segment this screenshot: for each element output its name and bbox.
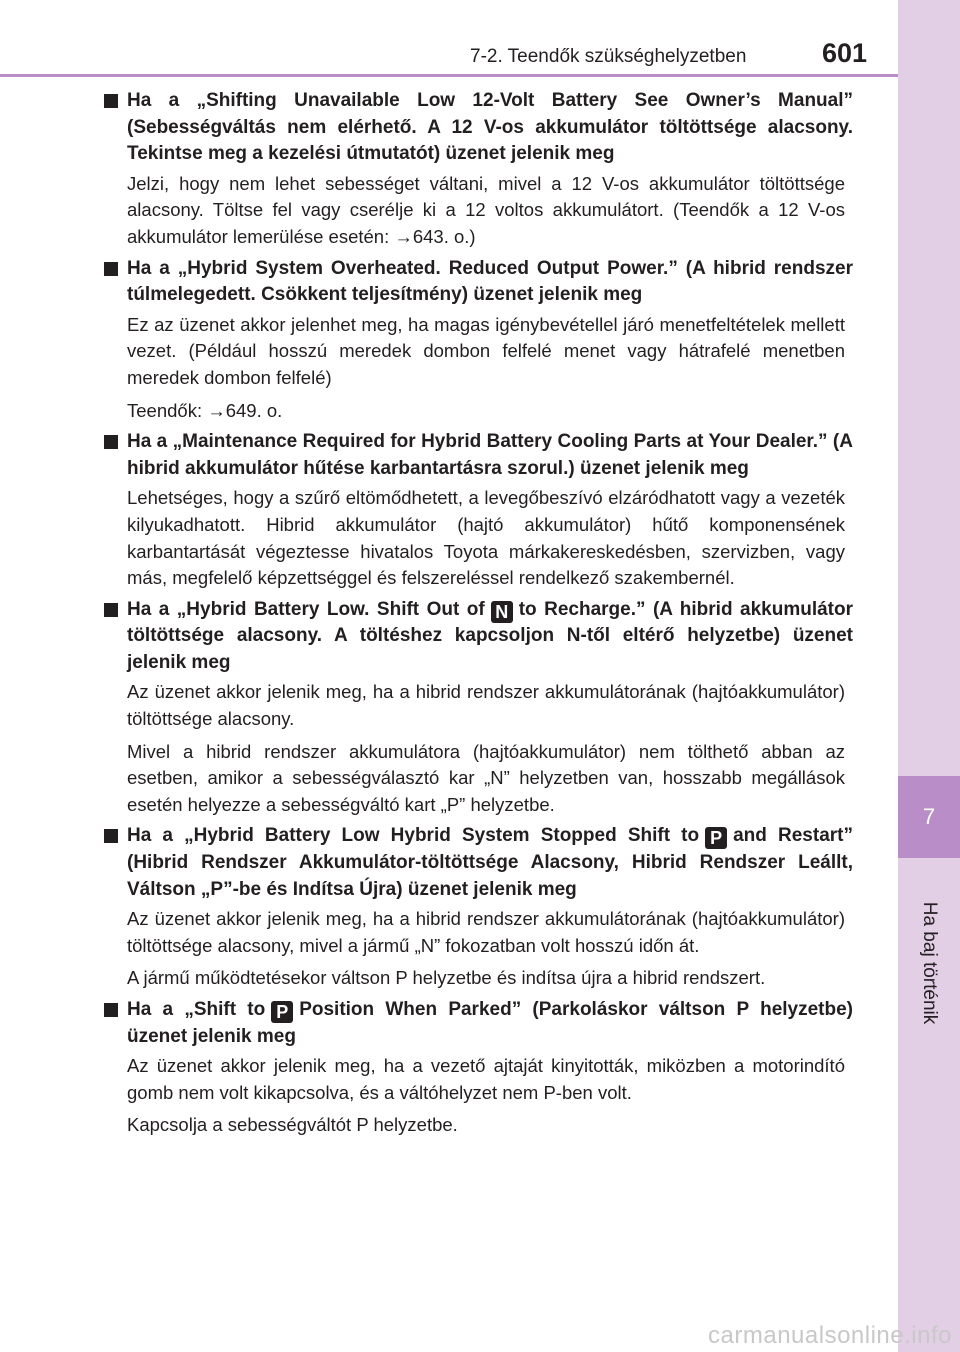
section-heading-text: Ha a „Shift to bbox=[127, 999, 266, 1020]
section-paragraph: Az üzenet akkor jelenik meg, ha a vezető ajtaját kinyitották, miközben a motorindító gomb nem volt kikapcsolva, és a váltóhelyzet nem P-ben volt. bbox=[127, 1055, 845, 1103]
section-paragraph: Mivel a hibrid rendszer akkumulátora (hajtóakkumulátor) nem tölthető abban az esetben, amikor a sebességválasztó kar „N” helyzetben van, hosszabb megállások esetén helyezze a sebességváltó kart „P” helyzetbe. bbox=[127, 740, 845, 815]
section-system-stopped bbox=[103, 823, 853, 992]
chapter-side-tab bbox=[898, 0, 960, 1352]
section-paragraph: Az üzenet akkor jelenik meg, ha a hibrid rendszer akkumulátorának (hajtóakkumulátor) töltöttsége alacsony, mivel a jármű „N” fokozatban volt hosszú időn át. bbox=[127, 908, 845, 956]
section-paragraph: Az üzenet akkor jelenik meg, ha a hibrid rendszer akkumulátorának (hajtóakkumulátor) töltöttsége alacsony. bbox=[127, 681, 845, 730]
section-paragraph: Jelzi, hogy nem lehet sebességet váltani, mivel a 12 V-os akkumulátor töltöttsége alacsony. Töltse fel vagy cserélje ki a 12 voltos akkumulátort. (Teendők a 12 V-os akkumulátor lemerülése esetén: →643. o.) bbox=[127, 172, 845, 247]
section-paragraph: Lehetséges, hogy a szűrő eltömődhetett, a levegőbeszívó elzáródhatott vagy a vezeték kilyukadhatott. Hibrid akkumulátor (hajtó akkumulátor) hűtő komponensének karbantartását végeztesse hivatalos Toyota márkakereskedésben, szervizben, vagy más, megfelelő képzettséggel és felszereléssel rendelkező szakembernél. bbox=[127, 487, 845, 589]
gear-p-icon: P bbox=[705, 827, 727, 849]
header-divider bbox=[0, 74, 898, 77]
section-heading-text: to Recharge.” (A hibrid akkumulátor töltöttsége alacsony. A töltéshez kapcsoljon N-től eltérő helyzetbe) üzenet jelenik meg bbox=[127, 598, 853, 673]
section-heading-text: Ha a „Hybrid Battery Low. Shift Out of bbox=[127, 598, 485, 620]
square-bullet-icon bbox=[104, 262, 118, 276]
section-system-overheated bbox=[103, 256, 853, 425]
section-battery-cooling-maintenance bbox=[103, 429, 853, 592]
section-heading bbox=[103, 823, 853, 903]
section-heading-text: Ha a „Hybrid Battery Low Hybrid System Stopped Shift to bbox=[127, 825, 700, 847]
section-heading bbox=[103, 997, 853, 1050]
square-bullet-icon bbox=[104, 1003, 118, 1017]
section-heading-text: Ha a „Shifting Unavailable Low 12-Volt Battery See Owner’s Manual” (Sebességváltás nem elérhető. A 12 V-os akkumulátor töltöttsége alacsony. Tekintse meg a kezelési útmutatót) üzenet jelenik meg bbox=[127, 90, 853, 165]
section-heading bbox=[103, 88, 853, 168]
gear-p-icon: P bbox=[271, 1001, 293, 1023]
section-heading-text: Ha a „Hybrid System Overheated. Reduced Output Power.” (A hibrid rendszer túlmelegedett. Csökkent teljesítmény) üzenet jelenik meg bbox=[127, 257, 853, 306]
section-heading bbox=[103, 256, 853, 309]
section-heading-text: and Restart” (Hibrid Rendszer Akkumulátor-töltöttsége Alacsony, Hibrid Rendszer Leállt, Váltson „P”-be és Indítsa Újra) üzenet jelenik meg bbox=[127, 825, 853, 900]
square-bullet-icon bbox=[104, 829, 118, 843]
page-content bbox=[103, 88, 853, 1144]
gear-n-icon: N bbox=[491, 601, 513, 623]
section-heading bbox=[103, 597, 853, 677]
section-paragraph: Kapcsolja a sebességváltót P helyzetbe. bbox=[127, 1114, 458, 1136]
page-number: 601 bbox=[822, 38, 868, 68]
square-bullet-icon bbox=[104, 603, 118, 617]
section-heading bbox=[103, 429, 853, 482]
section-heading-text: Ha a „Maintenance Required for Hybrid Battery Cooling Parts at Your Dealer.” (A hibrid akkumulátor hűtése karbantartásra szorul.) üzenet jelenik meg bbox=[127, 431, 853, 479]
section-shift-to-p-parked bbox=[103, 997, 853, 1139]
running-header-title: 7-2. Teendők szükséghelyzetben bbox=[470, 46, 747, 67]
section-paragraph: A jármű működtetésekor váltson P helyzetbe és indítsa újra a hibrid rendszert. bbox=[127, 967, 766, 989]
square-bullet-icon bbox=[104, 94, 118, 108]
watermark: carmanualsonline.info bbox=[708, 1322, 952, 1349]
section-shift-out-of-n bbox=[103, 597, 853, 819]
chapter-side-label: Ha baj történik bbox=[919, 901, 940, 1025]
section-heading-text: Position When Parked” (Parkoláskor váltson P helyzetbe) üzenet jelenik meg bbox=[127, 999, 853, 1047]
section-low-12v-battery bbox=[103, 88, 853, 251]
section-paragraph: Teendők: →649. o. bbox=[127, 399, 283, 421]
chapter-number-tab: 7 bbox=[898, 776, 960, 858]
square-bullet-icon bbox=[104, 435, 118, 449]
section-paragraph: Ez az üzenet akkor jelenhet meg, ha magas igénybevétellel járó menetfeltételek mellett vezet. (Például hosszú meredek dombon felfelé menet vagy hátrafelé menetben meredek dombon felfelé) bbox=[127, 313, 845, 388]
